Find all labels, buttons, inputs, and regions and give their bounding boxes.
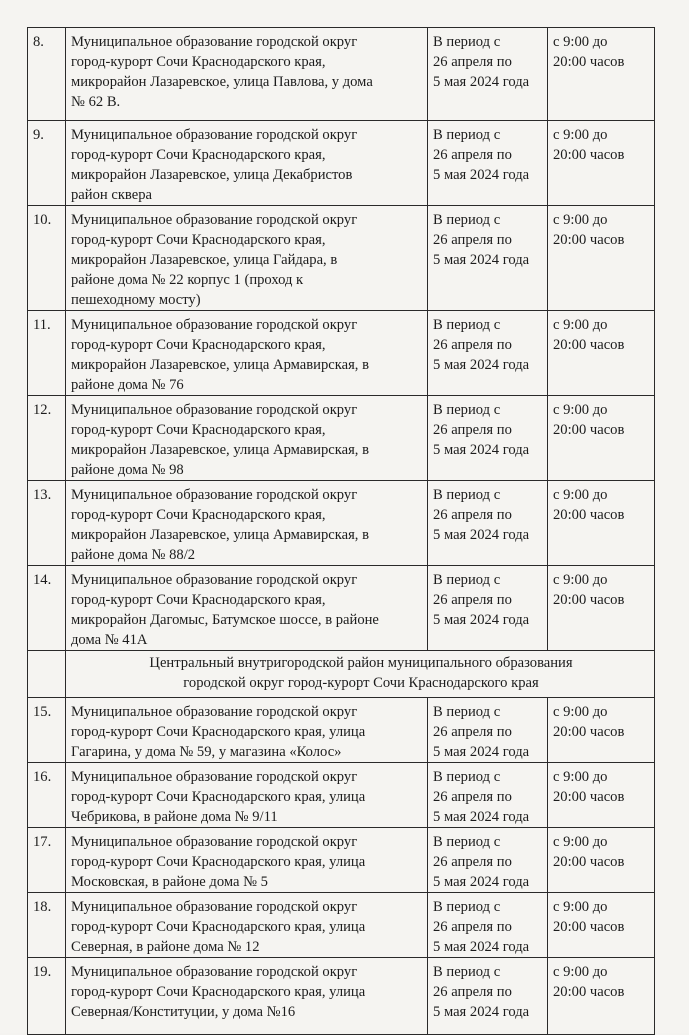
table-row (28, 566, 655, 651)
row-number: 13. (28, 481, 66, 566)
row-period: В период с 26 апреля по 5 мая 2024 года (428, 828, 548, 893)
row-number: 19. (28, 958, 66, 1035)
row-number: 8. (28, 28, 66, 121)
row-number: 16. (28, 763, 66, 828)
row-location: Муниципальное образование городской округ город-курорт Сочи Краснодарского края, улица Московская, в районе дома № 5 (66, 828, 428, 893)
row-location: Муниципальное образование городской округ город-курорт Сочи Краснодарского края, микрорайон Дагомыс, Батумское шоссе, в районе дома № 41А (66, 566, 428, 651)
row-time: с 9:00 до 20:00 часов (548, 566, 655, 651)
row-location: Муниципальное образование городской округ город-курорт Сочи Краснодарского края, микрорайон Лазаревское, улица Павлова, у дома № 62 В. (66, 28, 428, 121)
row-number: 15. (28, 698, 66, 763)
row-number: 18. (28, 893, 66, 958)
row-time: с 9:00 до 20:00 часов (548, 481, 655, 566)
row-period: В период с 26 апреля по 5 мая 2024 года (428, 481, 548, 566)
table-row (28, 206, 655, 311)
table-row (28, 121, 655, 206)
row-period: В период с 26 апреля по 5 мая 2024 года (428, 206, 548, 311)
row-location: Муниципальное образование городской округ город-курорт Сочи Краснодарского края, улица Северная, в районе дома № 12 (66, 893, 428, 958)
row-period: В период с 26 апреля по 5 мая 2024 года (428, 28, 548, 121)
section-empty-cell (28, 651, 66, 698)
row-period: В период с 26 апреля по 5 мая 2024 года (428, 121, 548, 206)
row-time: с 9:00 до 20:00 часов (548, 28, 655, 121)
row-location: Муниципальное образование городской округ город-курорт Сочи Краснодарского края, улица Северная/Конституции, у дома №16 (66, 958, 428, 1035)
row-location: Муниципальное образование городской округ город-курорт Сочи Краснодарского края, микрорайон Лазаревское, улица Гайдара, в районе дома № 22 корпус 1 (проход к пешеходному мосту) (66, 206, 428, 311)
row-period: В период с 26 апреля по 5 мая 2024 года (428, 566, 548, 651)
row-location: Муниципальное образование городской округ город-курорт Сочи Краснодарского края, микрорайон Лазаревское, улица Армавирская, в районе дома № 76 (66, 311, 428, 396)
row-number: 17. (28, 828, 66, 893)
table-row (28, 396, 655, 481)
row-time: с 9:00 до 20:00 часов (548, 828, 655, 893)
table-row (28, 698, 655, 763)
row-period: В период с 26 апреля по 5 мая 2024 года (428, 396, 548, 481)
row-time: с 9:00 до 20:00 часов (548, 763, 655, 828)
table-row (28, 763, 655, 828)
row-time: с 9:00 до 20:00 часов (548, 206, 655, 311)
row-location: Муниципальное образование городской округ город-курорт Сочи Краснодарского края, микрорайон Лазаревское, улица Декабристов район сквера (66, 121, 428, 206)
row-time: с 9:00 до 20:00 часов (548, 121, 655, 206)
row-time: с 9:00 до 20:00 часов (548, 311, 655, 396)
row-time: с 9:00 до 20:00 часов (548, 893, 655, 958)
row-number: 11. (28, 311, 66, 396)
row-location: Муниципальное образование городской округ город-курорт Сочи Краснодарского края, микрорайон Лазаревское, улица Армавирская, в районе дома № 98 (66, 396, 428, 481)
row-period: В период с 26 апреля по 5 мая 2024 года (428, 893, 548, 958)
table-row (28, 828, 655, 893)
row-location: Муниципальное образование городской округ город-курорт Сочи Краснодарского края, улица Гагарина, у дома № 59, у магазина «Колос» (66, 698, 428, 763)
row-period: В период с 26 апреля по 5 мая 2024 года (428, 763, 548, 828)
row-time: с 9:00 до 20:00 часов (548, 396, 655, 481)
row-number: 12. (28, 396, 66, 481)
row-time: с 9:00 до 20:00 часов (548, 698, 655, 763)
row-number: 10. (28, 206, 66, 311)
table-row (28, 893, 655, 958)
row-period: В период с 26 апреля по 5 мая 2024 года (428, 958, 548, 1035)
section-heading: Центральный внутригородской район муниципального образования городской округ город-курорт Сочи Краснодарского края (66, 651, 655, 698)
schedule-table (27, 27, 655, 1035)
row-number: 14. (28, 566, 66, 651)
row-location: Муниципальное образование городской округ город-курорт Сочи Краснодарского края, улица Чебрикова, в районе дома № 9/11 (66, 763, 428, 828)
row-period: В период с 26 апреля по 5 мая 2024 года (428, 311, 548, 396)
table-row (28, 958, 655, 1035)
table-row (28, 28, 655, 121)
row-location: Муниципальное образование городской округ город-курорт Сочи Краснодарского края, микрорайон Лазаревское, улица Армавирская, в районе дома № 88/2 (66, 481, 428, 566)
row-period: В период с 26 апреля по 5 мая 2024 года (428, 698, 548, 763)
table-row (28, 311, 655, 396)
section-row (28, 651, 655, 698)
row-time: с 9:00 до 20:00 часов (548, 958, 655, 1035)
row-number: 9. (28, 121, 66, 206)
table-row (28, 481, 655, 566)
